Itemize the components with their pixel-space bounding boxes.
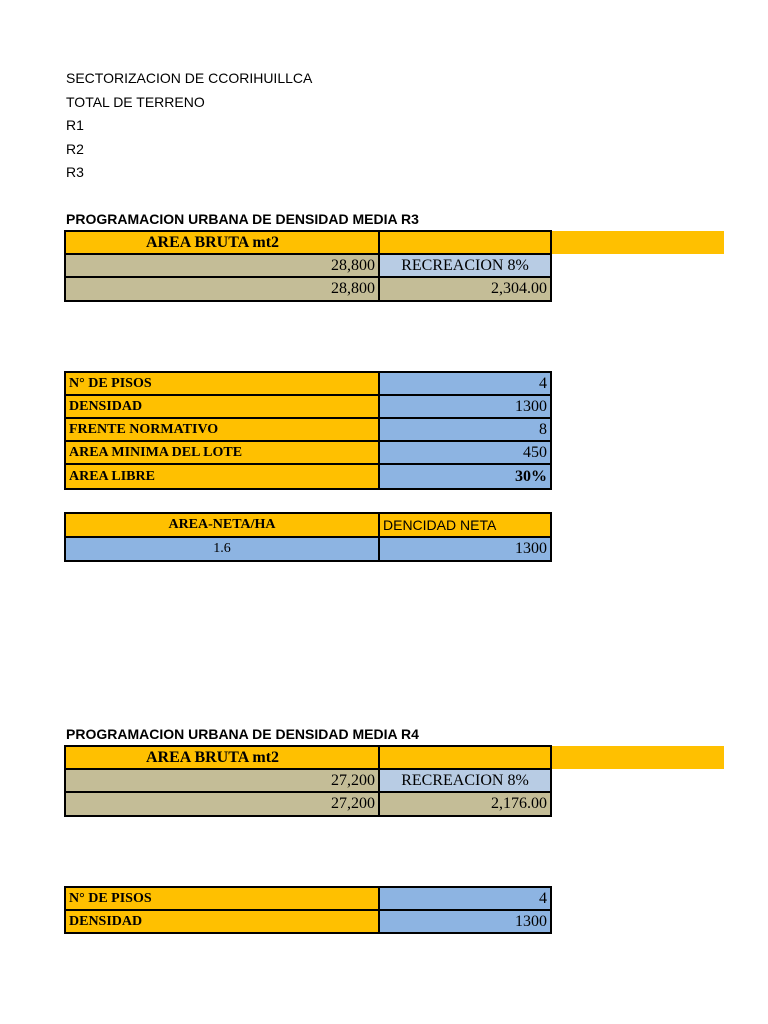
param-label: N° DE PISOS [64, 886, 380, 911]
recreacion-label-r4: RECREACION 8% [378, 768, 552, 793]
dencidad-neta-header-r3: DENCIDAD NETA [378, 512, 552, 538]
total-terreno-line: TOTAL DE TERRENO [66, 94, 205, 110]
param-value: 4 [378, 886, 552, 911]
title-line: SECTORIZACION DE CCORIHUILLCA [66, 70, 313, 86]
param-value: 4 [378, 371, 552, 396]
area-header-empty-r4 [378, 745, 552, 770]
orange-fill-extension-r3 [552, 231, 724, 254]
area-neta-value-r3: 1.6 [64, 536, 380, 562]
area-value-1-r4: 27,200 [64, 768, 380, 793]
param-label: DENSIDAD [64, 909, 380, 934]
param-value: 450 [378, 440, 552, 465]
area-header-empty-r3 [378, 230, 552, 255]
param-label: AREA LIBRE [64, 463, 380, 490]
r2-line: R2 [66, 141, 84, 157]
area-value-2-r3: 28,800 [64, 276, 380, 302]
r1-line: R1 [66, 117, 84, 133]
param-value: 1300 [378, 394, 552, 419]
r3-line: R3 [66, 164, 84, 180]
param-label: AREA MINIMA DEL LOTE [64, 440, 380, 465]
section-title-r3: PROGRAMACION URBANA DE DENSIDAD MEDIA R3 [66, 211, 419, 227]
param-label: N° DE PISOS [64, 371, 380, 396]
param-value: 1300 [378, 909, 552, 934]
param-label: FRENTE NORMATIVO [64, 417, 380, 442]
area-bruta-header-r4: AREA BRUTA mt2 [64, 745, 380, 770]
area-bruta-header-r3: AREA BRUTA mt2 [64, 230, 380, 255]
section-title-r4: PROGRAMACION URBANA DE DENSIDAD MEDIA R4 [66, 726, 419, 742]
param-label: DENSIDAD [64, 394, 380, 419]
recreacion-label-r3: RECREACION 8% [378, 253, 552, 278]
area-value-2-r4: 27,200 [64, 791, 380, 817]
area-neta-header-r3: AREA-NETA/HA [64, 512, 380, 538]
recreacion-value-r3: 2,304.00 [378, 276, 552, 302]
param-value: 30% [378, 463, 552, 490]
area-value-1-r3: 28,800 [64, 253, 380, 278]
orange-fill-extension-r4 [552, 746, 724, 769]
recreacion-value-r4: 2,176.00 [378, 791, 552, 817]
param-value: 8 [378, 417, 552, 442]
dencidad-neta-value-r3: 1300 [378, 536, 552, 562]
